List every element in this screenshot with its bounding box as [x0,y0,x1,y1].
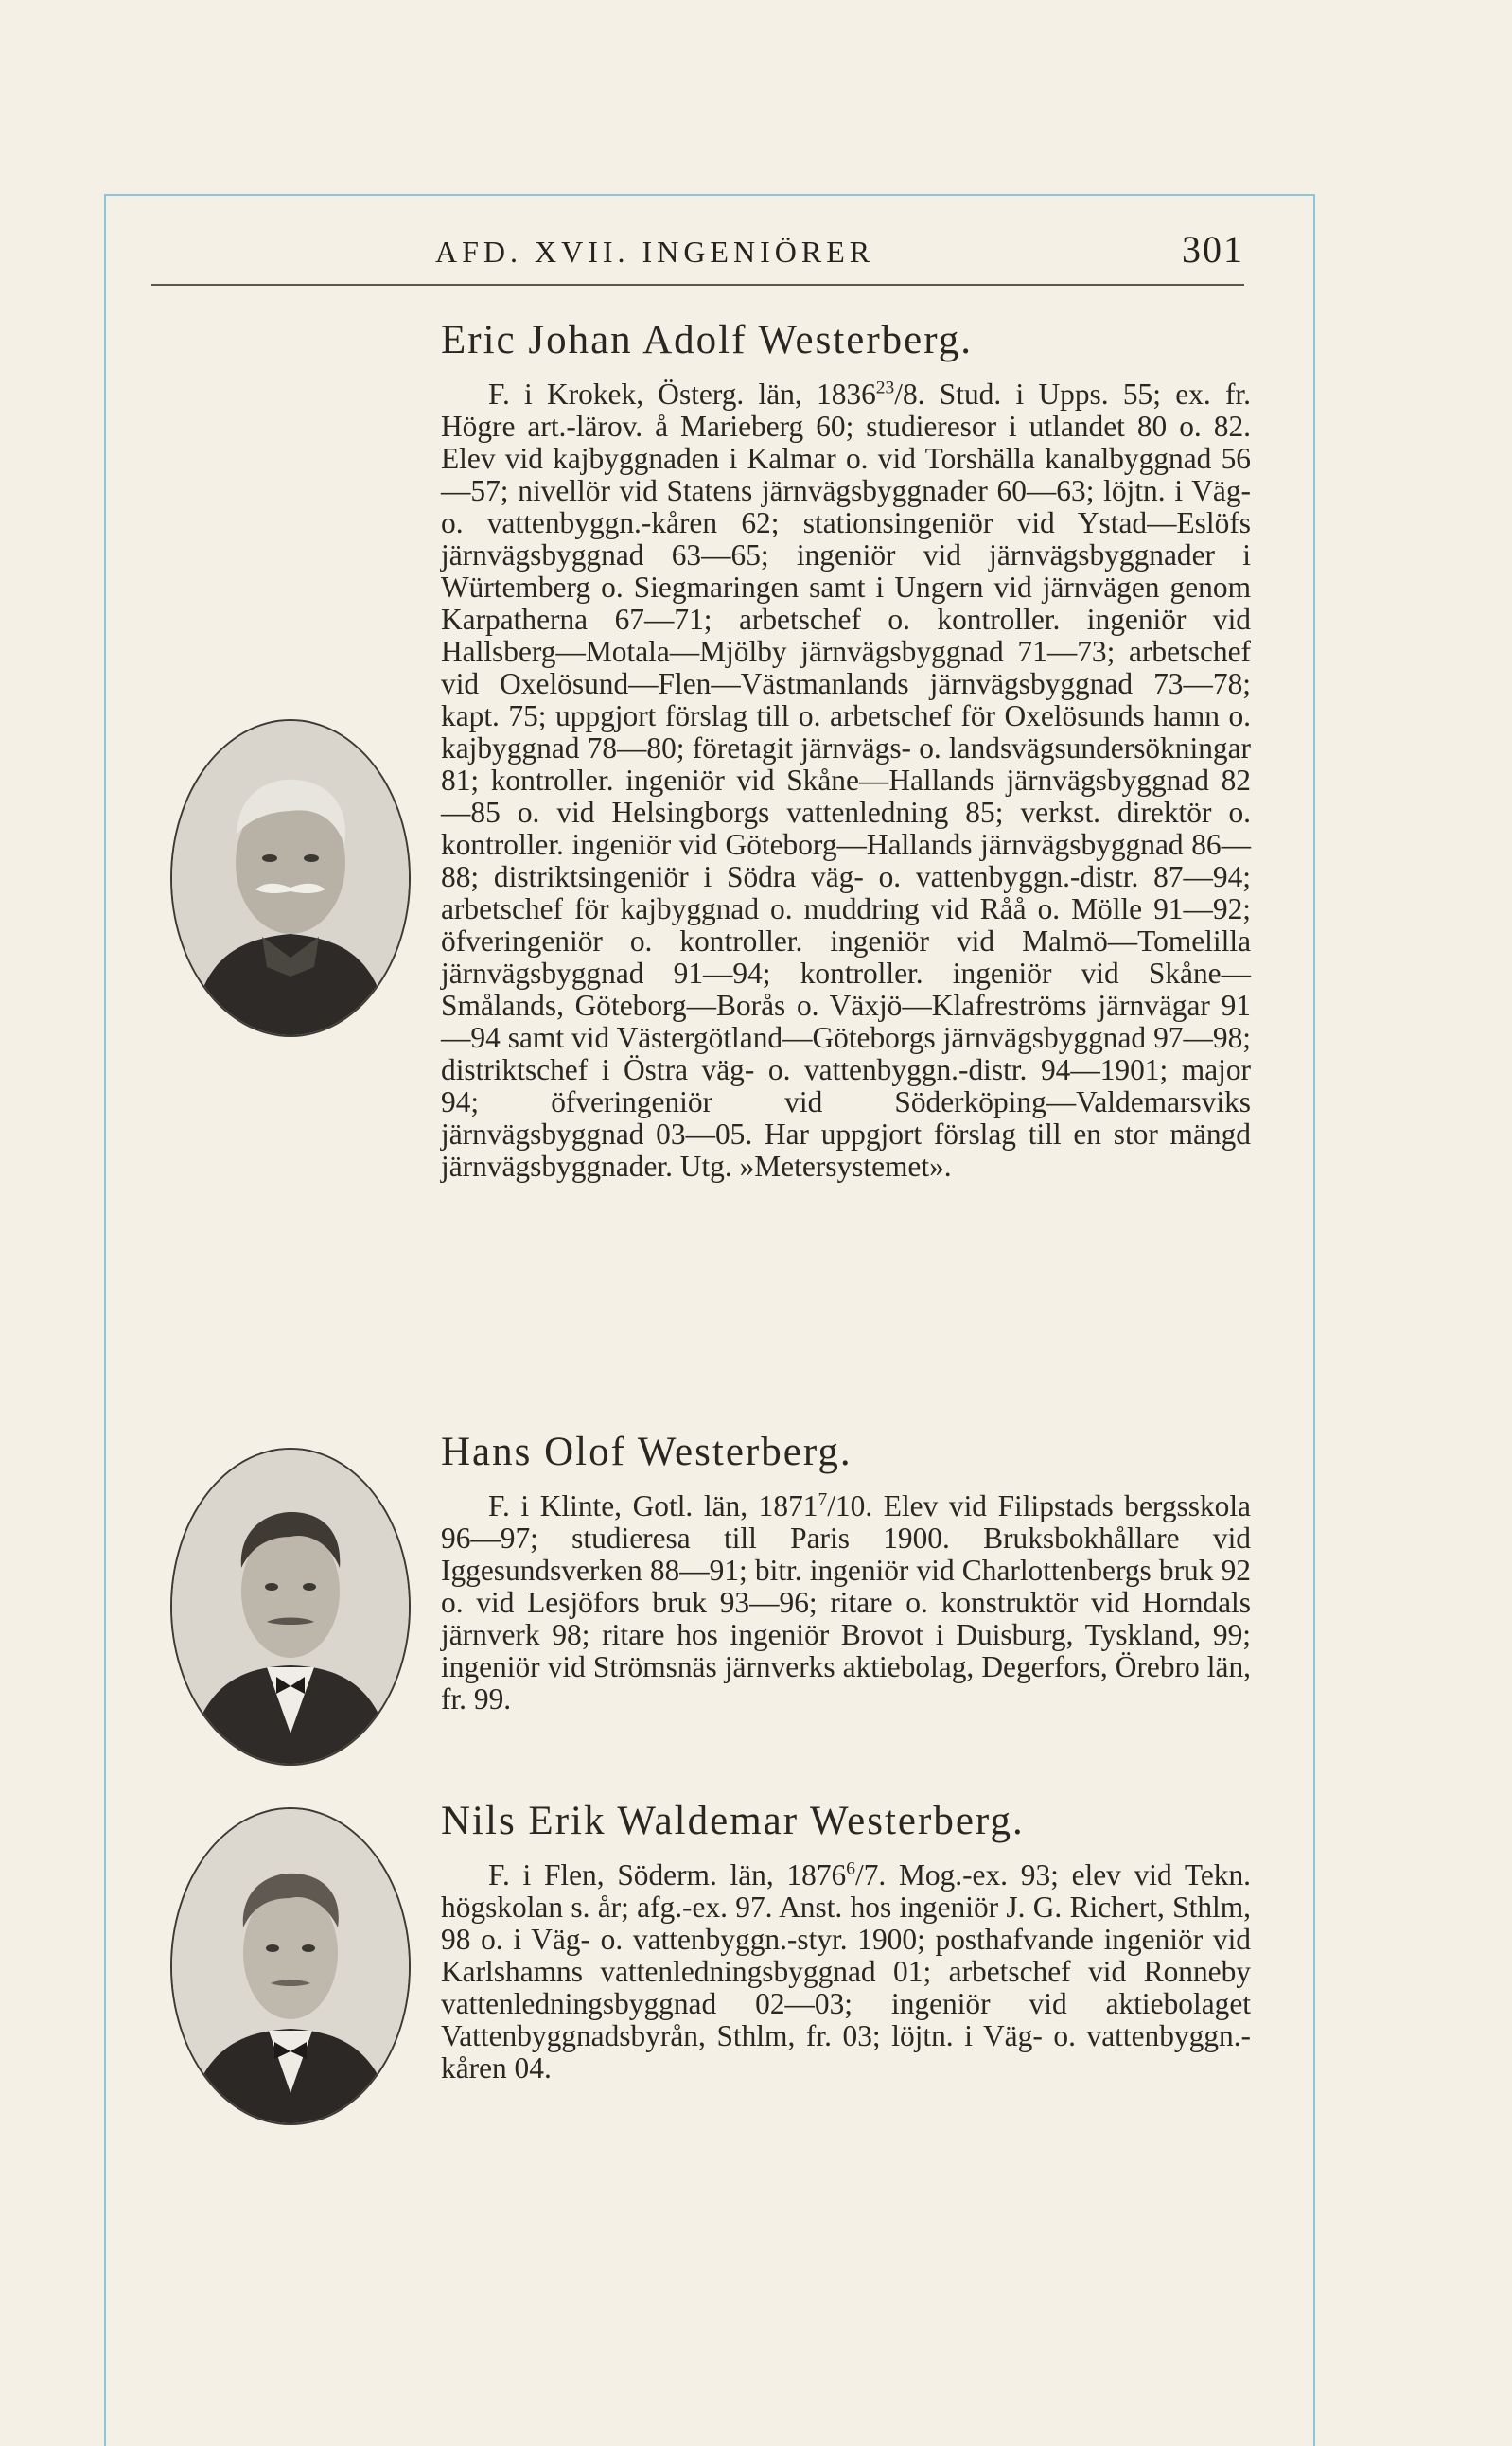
entry-nils-westerberg [441,1798,1251,2085]
portrait-hans-westerberg [170,1448,411,1766]
portrait-nils-westerberg [170,1807,411,2125]
portrait-nils-image [172,1809,409,2123]
entry-name: Nils Erik Waldemar Westerberg. [441,1799,1025,1843]
entry-hans-westerberg [441,1429,1251,1716]
portrait-hans-image [172,1450,409,1764]
page-number: 301 [1182,228,1244,271]
portrait-eric-image [172,721,409,1035]
entry-biography: F. i Klinte, Gotl. län, 1871$^7$/10. Elev vid Filipstads bergsskola 96—97; studieresa till Paris 1900. Bruksbokhållare vid Iggesundsverken 88—91; bitr. ingeniör vid Charlottenbergs bruk 92 o. vid Lesjöfors bruk 93—96; ritare o. konstruktör vid Horndals järnverk 98; ritare hos ingeniör Brovot i Duisburg, Tyskland, 99; ingeniör vid Strömsnäs järnverks aktiebolag, Degerfors, Örebro län, fr. 99. [441,1489,1251,1716]
entry-biography: F. i Krokek, Österg. län, 1836$^{23}$/8. Stud. i Upps. 55; ex. fr. Högre art.-lärov. å Marieberg 60; studieresor i utlandet 80 o. 82. Elev vid kajbyggnaden i Kalmar o. vid Torshälla kanalbyggnad 56—57; nivellör vid Statens järnvägsbyggnader 60—63; löjtn. i Väg- o. vattenbyggn.-kåren 62; stationsingeniör vid Ystad—Eslöfs järnvägsbyggnad 63—65; ingeniör vid järnvägsbyggnader i Würtemberg o. Siegmaringen samt i Ungern vid järnvägen genom Karpatherna 67—71; arbetschef o. kontroller. ingeniör vid Hallsberg—Motala—Mjölby järnvägsbyggnad 71—73; arbetschef vid Oxelösund—Flen—Västmanlands järnvägsbyggnad 73—78; kapt. 75; uppgjort förslag till o. arbetschef för Oxelösunds hamn o. kajbyggnad 78—80; företagit järnvägs- o. landsvägsundersökningar 81; kontroller. ingeniör vid Skåne—Hallands järnvägsbyggnad 82—85 o. vid Helsingborgs vattenledning 85; verkst. direktör o. kontroller. ingeniör vid Göteborg—Hallands järnvägsbyggnad 86—88; distriktsingeniör i Södra väg- o. vattenbyggn.-distr. 87—94; arbetschef för kajbyggnad o. muddring vid Råå o. Mölle 91—92; öfveringeniör o. kontroller. ingeniör vid Malmö—Tomelilla järnvägsbyggnad 91—94; kontroller. ingeniör vid Skåne—Smålands, Göteborg—Borås o. Växjö—Klafreströms järnvägar 91—94 samt vid Västergötland—Göteborgs järnvägsbyggnad 97—98; distriktschef i Östra väg- o. vattenbyggn.-distr. 94—1901; major 94; öfveringeniör vid Söderköping—Valdemarsviks järnvägsbyggnad 03—05. Har uppgjort förslag till en stor mängd järnvägsbyggnader. Utg. »Metersystemet». [441,378,1251,1183]
entry-eric-westerberg [441,317,1251,1183]
portrait-eric-westerberg [170,719,411,1037]
page-header [151,227,1244,286]
section-title: AFD. XVII. INGENIÖRER [435,235,875,269]
entry-name: Eric Johan Adolf Westerberg. [441,318,974,362]
entry-biography: F. i Flen, Söderm. län, 1876$^6$/7. Mog.-ex. 93; elev vid Tekn. högskolan s. år; afg.-ex. 97. Anst. hos ingeniör J. G. Richert, Sthlm, 98 o. i Väg- o. vattenbyggn.-styr. 1900; posthafvande ingeniör vid Karlshamns vattenledningsbyggnad 01; arbetschef vid Ronneby vattenledningsbyggnad 02—03; ingeniör vid aktiebolaget Vattenbyggnadsbyrån, Sthlm, fr. 03; löjtn. i Väg- o. vattenbyggn.-kåren 04. [441,1858,1251,2085]
entry-name: Hans Olof Westerberg. [441,1430,853,1474]
